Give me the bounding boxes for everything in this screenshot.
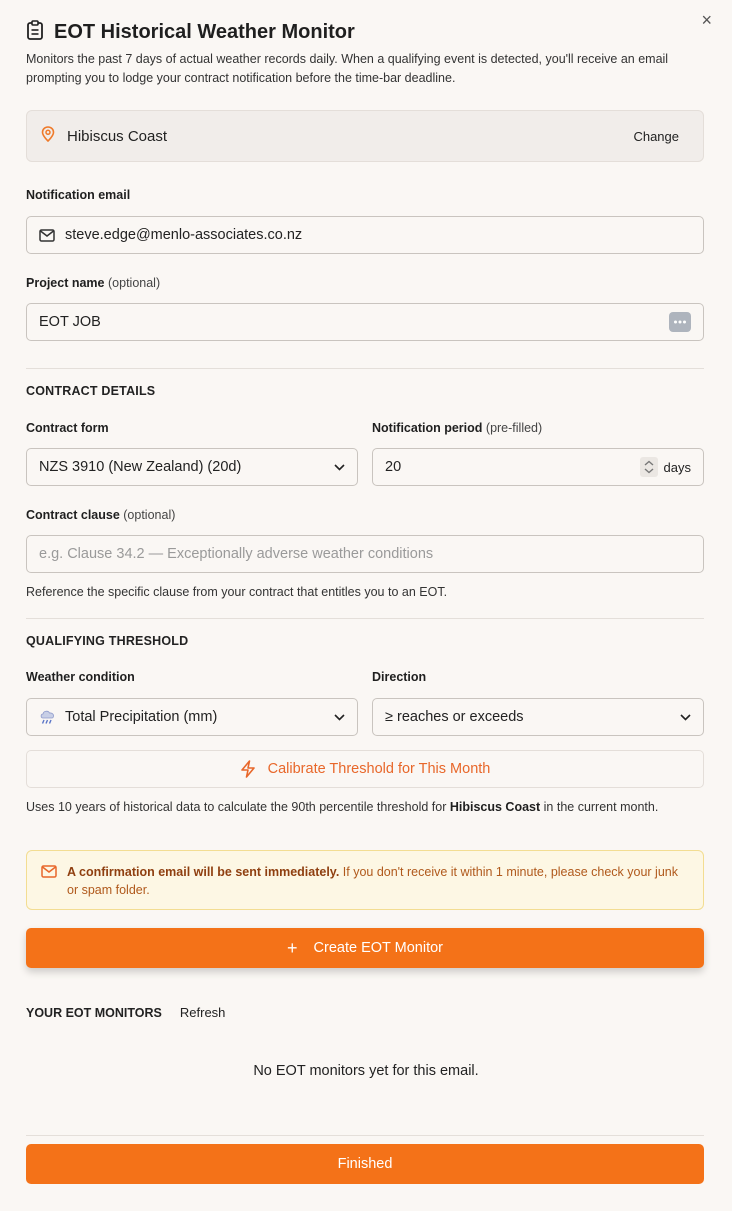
- weather-condition-select[interactable]: [26, 698, 358, 736]
- contract-section-title: CONTRACT DETAILS: [26, 384, 156, 398]
- spinner-icon[interactable]: [640, 457, 658, 477]
- rain-cloud-icon: [39, 709, 57, 725]
- finished-label: Finished: [337, 1156, 393, 1172]
- direction-label: Direction: [372, 670, 427, 684]
- divider: [26, 618, 704, 619]
- calibrate-hint-before: Uses 10 years of historical data to calculate the 90th percentile threshold for: [26, 800, 450, 814]
- chevron-down-icon: [334, 710, 345, 724]
- email-input[interactable]: [65, 227, 691, 243]
- refresh-button[interactable]: Refresh: [179, 1005, 226, 1020]
- email-label: Notification email: [26, 188, 131, 202]
- monitors-header: [26, 1005, 225, 1020]
- contract-clause-hint: Reference the specific clause from your contract that entitles you to an EOT.: [26, 585, 448, 599]
- notice-text: [67, 863, 689, 909]
- contract-clause-field[interactable]: [26, 535, 704, 573]
- period-unit: days: [663, 459, 691, 475]
- calibrate-threshold-button[interactable]: [26, 750, 704, 788]
- notification-period-input[interactable]: [385, 459, 585, 475]
- close-icon[interactable]: ×: [701, 10, 712, 30]
- contract-clause-label: [26, 508, 175, 522]
- notification-period-label-text: Notification period: [372, 421, 483, 435]
- divider: [26, 1135, 704, 1136]
- chevron-down-icon: [334, 460, 345, 474]
- mail-icon: [41, 863, 57, 909]
- contract-clause-input[interactable]: [39, 546, 691, 562]
- location-card: [26, 110, 704, 162]
- calibrate-hint: [26, 798, 706, 817]
- create-eot-monitor-button[interactable]: [26, 928, 704, 968]
- contract-form-select[interactable]: [26, 448, 358, 486]
- project-optional-text: (optional): [108, 276, 161, 290]
- create-label: Create EOT Monitor: [313, 940, 443, 956]
- lightning-icon: [240, 760, 256, 778]
- project-name-field[interactable]: [26, 303, 704, 341]
- project-name-input[interactable]: [39, 314, 669, 330]
- page-title: EOT Historical Weather Monitor: [54, 21, 355, 43]
- location-name: Hibiscus Coast: [67, 127, 168, 145]
- monitors-title: YOUR EOT MONITORS: [26, 1005, 162, 1020]
- contract-clause-label-text: Contract clause: [26, 508, 120, 522]
- header: [26, 20, 355, 45]
- chevron-down-icon: [680, 710, 691, 724]
- more-options-icon[interactable]: [669, 312, 691, 332]
- empty-monitors-text: No EOT monitors yet for this email.: [253, 1063, 479, 1079]
- notice-body: If you don't receive it within 1 minute, please check your junk or spam folder.: [67, 865, 678, 897]
- weather-condition-label: Weather condition: [26, 670, 135, 684]
- plus-icon: +: [287, 937, 298, 958]
- direction-value: ≥ reaches or exceeds: [385, 709, 524, 725]
- contract-form-label: Contract form: [26, 421, 109, 435]
- mail-icon: [39, 229, 55, 242]
- divider: [26, 368, 704, 369]
- project-label-text: Project name: [26, 276, 105, 290]
- weather-condition-value: Total Precipitation (mm): [65, 709, 218, 725]
- map-pin-icon: [41, 126, 55, 147]
- finished-button[interactable]: [26, 1144, 704, 1184]
- page-description: Monitors the past 7 days of actual weather records daily. When a qualifying event is detected, you'll receive an email prompting you to lodge your contract notification before the time-bar deadline.: [26, 52, 669, 85]
- threshold-section-title: QUALIFYING THRESHOLD: [26, 634, 189, 648]
- contract-clause-optional: (optional): [123, 508, 176, 522]
- notification-period-label: [372, 421, 542, 435]
- notice-bold: A confirmation email will be sent immediately.: [67, 865, 340, 879]
- change-location-button[interactable]: Change: [633, 128, 679, 144]
- notification-period-note: (pre-filled): [485, 421, 543, 435]
- contract-form-value: NZS 3910 (New Zealand) (20d): [39, 459, 242, 475]
- calibrate-hint-location: Hibiscus Coast: [449, 800, 541, 814]
- clipboard-icon: [26, 20, 44, 45]
- calibrate-hint-after: in the current month.: [540, 800, 659, 814]
- confirmation-notice: [26, 850, 704, 910]
- notification-period-field[interactable]: [372, 448, 704, 486]
- calibrate-label: Calibrate Threshold for This Month: [267, 761, 491, 777]
- email-field[interactable]: [26, 216, 704, 254]
- direction-select[interactable]: [372, 698, 704, 736]
- project-label: [26, 276, 160, 290]
